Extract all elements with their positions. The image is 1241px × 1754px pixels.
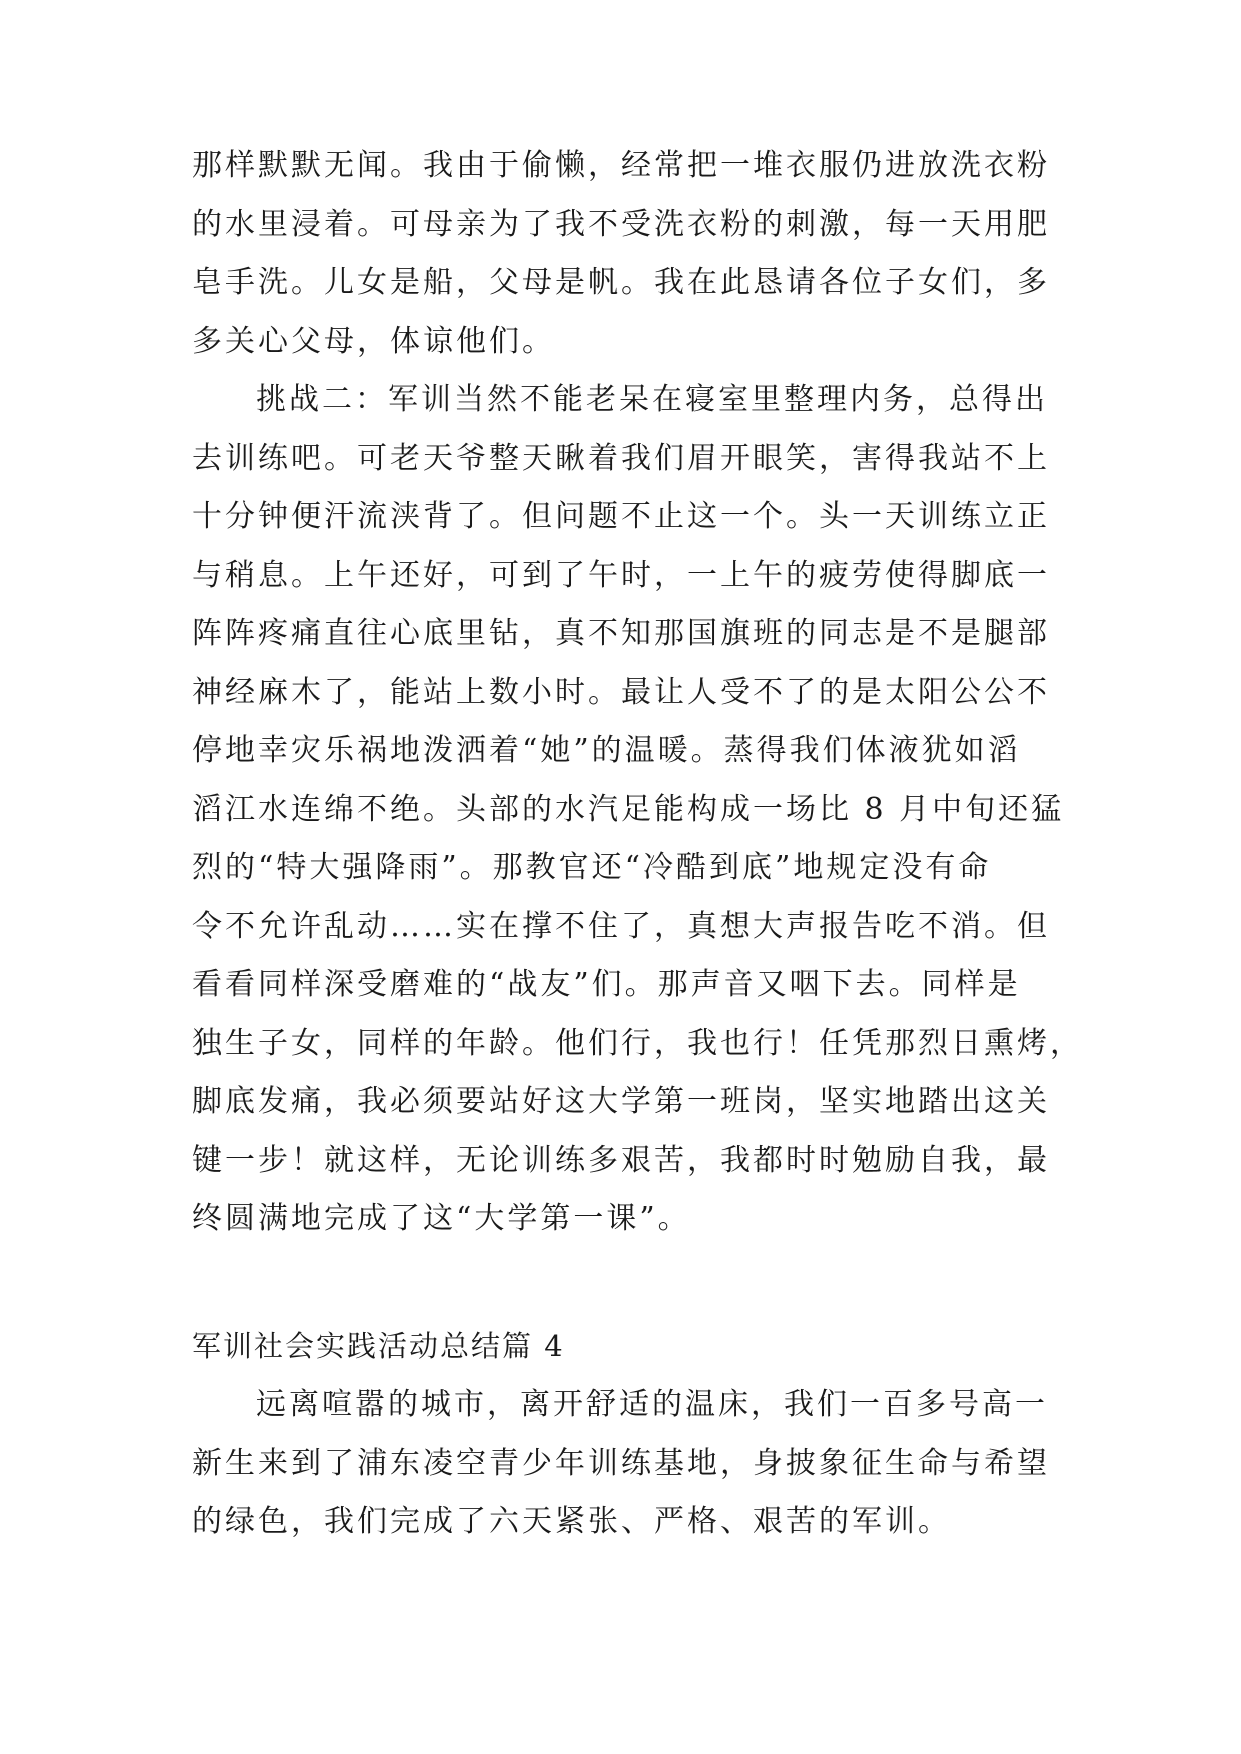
text-line-first: 挑战二：军训当然不能老呆在寝室里整理内务，总得出	[256, 382, 1048, 417]
text-line: 看看同样深受磨难的“战友”们。那声音又咽下去。同样是	[192, 967, 1021, 1002]
text-line: 与稍息。上午还好，可到了午时，一上午的疲劳使得脚底一	[192, 557, 1050, 593]
paragraph-section-four	[192, 1376, 1052, 1552]
text-line: 十分钟便汗流浃背了。但问题不止这一个。头一天训练立正	[192, 499, 1050, 534]
text-line: 皂手洗。儿女是船，父母是帆。我在此恳请各位子女们，多	[192, 265, 1050, 300]
section-heading: 军训社会实践活动总结篇 4	[192, 1329, 565, 1363]
text-line: 那样默默无闻。我由于偷懒，经常把一堆衣服仍进放洗衣粉	[192, 148, 1050, 183]
text-line: 烈的“特大强降雨”。那教官还“冷酷到底”地规定没有命	[192, 850, 992, 885]
text-line: 脚底发痛，我必须要站好这大学第一班岗，坚实地踏出这关	[192, 1084, 1050, 1119]
text-line: 滔江水连绵不绝。头部的水汽足能构成一场比 8 月中旬还猛	[192, 791, 1065, 827]
text-line: 停地幸灾乐祸地泼洒着“她”的温暖。蒸得我们体液犹如滔	[192, 733, 1021, 768]
text-line: 新生来到了浦东凌空青少年训练基地，身披象征生命与希望	[192, 1445, 1050, 1481]
text-line: 独生子女，同样的年龄。他们行，我也行！任凭那烈日熏烤，	[192, 1025, 1083, 1061]
paragraph-challenge-two	[192, 371, 1083, 1249]
text-line: 的绿色，我们完成了六天紧张、严格、艰苦的军训。	[192, 1504, 951, 1539]
text-line: 令不允许乱动……实在撑不住了，真想大声报告吃不消。但	[192, 908, 1050, 944]
text-line: 去训练吧。可老天爷整天瞅着我们眉开眼笑，害得我站不上	[192, 440, 1050, 476]
text-line: 神经麻木了，能站上数小时。最让人受不了的是太阳公公不	[192, 674, 1050, 710]
text-line-first: 远离喧嚣的城市，离开舒适的温床，我们一百多号高一	[256, 1387, 1048, 1422]
text-line: 多关心父母，体谅他们。	[192, 323, 555, 359]
paragraph-continuation	[192, 137, 1052, 371]
text-line: 的水里浸着。可母亲为了我不受洗衣粉的刺激，每一天用肥	[192, 206, 1050, 242]
text-line: 键一步！就这样，无论训练多艰苦，我都时时勉励自我，最	[192, 1142, 1050, 1178]
text-line: 阵阵疼痛直往心底里钻，真不知那国旗班的同志是不是腿部	[192, 616, 1050, 651]
text-line: 终圆满地完成了这“大学第一课”。	[192, 1201, 691, 1236]
